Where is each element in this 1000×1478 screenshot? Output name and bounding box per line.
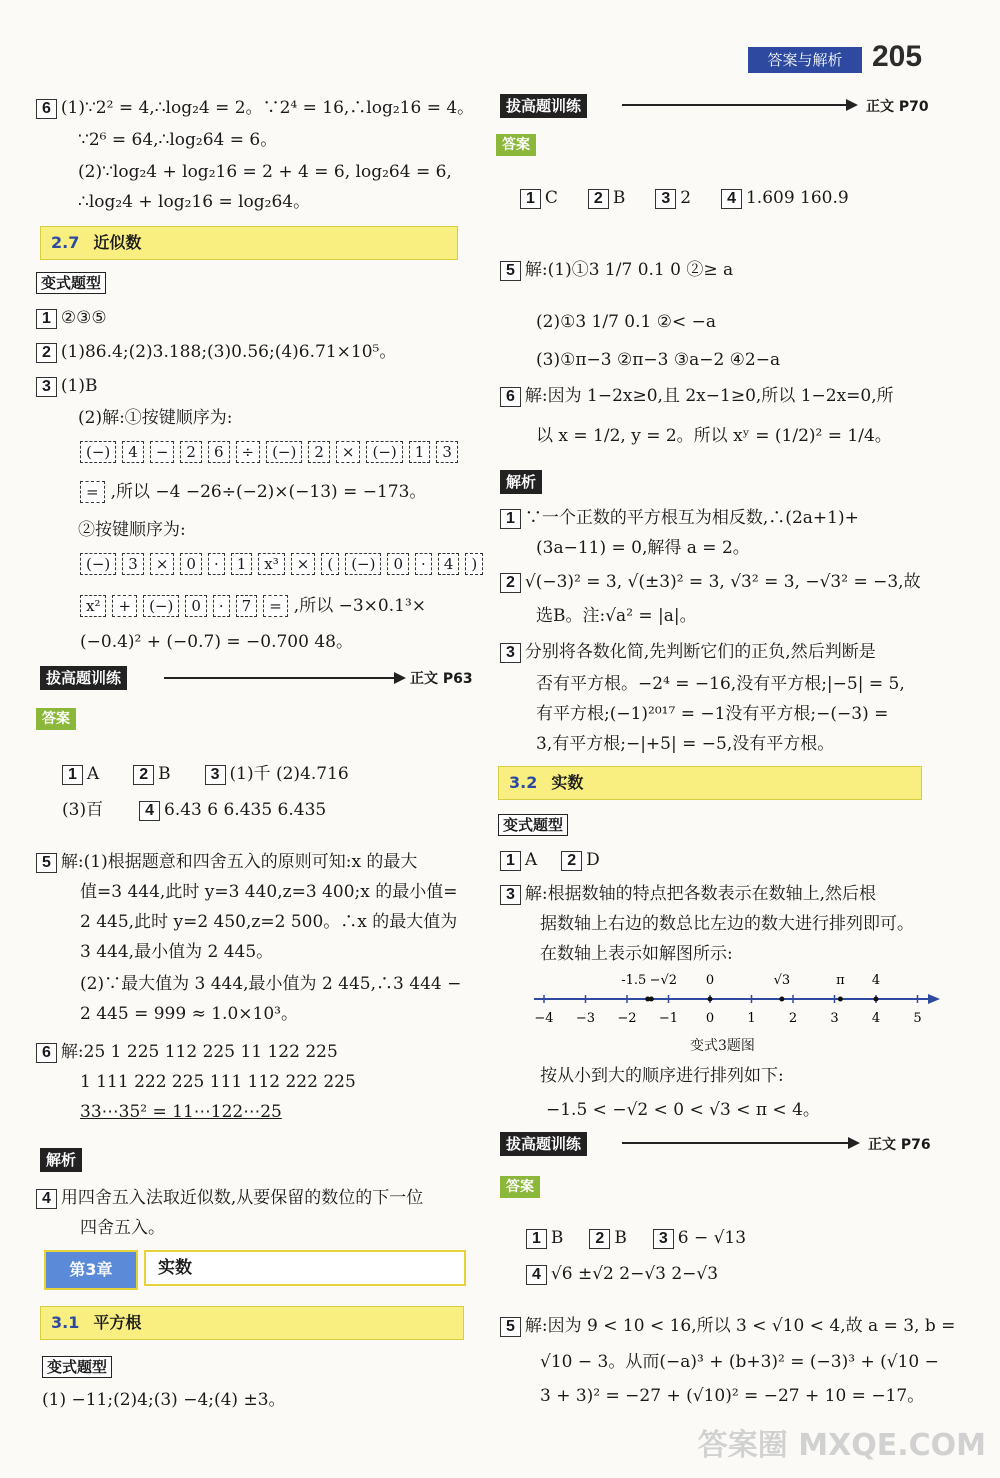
q-num: 1: [500, 851, 521, 871]
section-title: 实数: [551, 773, 584, 792]
ans-4: 6.43 6 6.435 6.435: [164, 800, 327, 820]
q-num: 2: [500, 573, 521, 593]
a2: (1)86.4;(2)3.188;(3)0.56;(4)6.71×10⁵。: [60, 342, 397, 362]
axis-tick-label: 2: [788, 1011, 798, 1026]
a3-3: ②按键顺序为:: [78, 520, 186, 540]
key: 0: [180, 553, 202, 575]
q6b-l3: 33⋯35² = 11⋯122⋯25: [80, 1102, 282, 1122]
q-num: 1: [520, 189, 541, 209]
q-num: 5: [500, 1317, 521, 1337]
q6-line4: ∴log₂4 + log₂16 = log₂64。: [78, 192, 311, 212]
r2-q5-l1: 解:因为 9 < 10 < 16,所以 3 < √10 < 4,故 a = 3, b =: [524, 1316, 956, 1336]
axis-point: [708, 997, 713, 1002]
bagao-tag-r: 拔高题训练: [500, 94, 587, 118]
axis-point-label: −√2: [649, 973, 678, 988]
q5-l2: 值=3 444,此时 y=3 440,z=3 400;x 的最小值=: [80, 882, 458, 902]
q-num: 1: [526, 1229, 547, 1249]
q-num: 2: [588, 189, 609, 209]
ans-1: A: [86, 764, 100, 784]
rb3-l1: 解:根据数轴的特点把各数表示在数轴上,然后根: [524, 884, 877, 904]
ref-p76: 正文 P76: [868, 1137, 931, 1153]
arrow-line: [622, 1142, 848, 1144]
axis-tick-label: −4: [534, 1011, 554, 1026]
q-num: 4: [526, 1265, 547, 1285]
key: ): [465, 553, 483, 575]
rb-ans-2: D: [586, 850, 600, 870]
key-sequence-2: [80, 552, 489, 576]
key: −: [150, 441, 175, 463]
r-q5-l1: 解:(1)①3 1/7 0.1 0 ②≥ a: [524, 260, 734, 280]
section-number: 3.1: [51, 1313, 80, 1332]
rb3-l2: 据数轴上右边的数总比左边的数大进行排列即可。: [540, 914, 914, 934]
key: (−): [266, 441, 302, 463]
rj3-l3: 有平方根;(−1)²⁰¹⁷ = −1没有平方根;−(−3) =: [536, 704, 889, 724]
bianshi-tag-2: 变式题型: [42, 1356, 112, 1378]
r2-q5-l3: 3 + 3)² = −27 + (√10)² = −27 + 10 = −17。: [540, 1386, 925, 1406]
axis-tick-label: −2: [617, 1011, 637, 1026]
daan-tag-r: 答案: [496, 134, 536, 156]
section-3-1: [40, 1306, 464, 1340]
key: +: [112, 595, 137, 617]
axis-point-label: -1.5: [621, 973, 647, 988]
key: 7: [236, 595, 258, 617]
key: 3: [122, 553, 144, 575]
r-q6-l1: 解:因为 1−2x≥0,且 2x−1≥0,所以 1−2x=0,所: [524, 386, 894, 406]
chapter-badge: 第3章: [44, 1250, 138, 1290]
rj3-l2: 否有平方根。−2⁴ = −16,没有平方根;|−5| = 5,: [536, 674, 905, 694]
axis-tick-label: 3: [830, 1011, 839, 1026]
q-num: 1: [36, 309, 57, 329]
key: (−): [366, 441, 402, 463]
q5-l3: 2 445,此时 y=2 450,z=2 500。∴x 的最大值为: [80, 912, 458, 932]
axis-point-label: √3: [773, 973, 791, 988]
q5-l6: 2 445 = 999 ≈ 1.0×10³。: [80, 1004, 298, 1024]
rj1-l2: (3a−11) = 0,解得 a = 2。: [536, 538, 750, 558]
r-q5-l2: (2)①3 1/7 0.1 ②< −a: [536, 312, 717, 332]
chapter-title: 实数: [144, 1250, 466, 1286]
key: 1: [409, 441, 431, 463]
q-num: 6: [36, 99, 57, 119]
key: 3: [436, 441, 458, 463]
key: ·: [415, 553, 432, 575]
r-q5-l3: (3)①π−3 ②π−3 ③a−2 ④2−a: [536, 350, 781, 370]
key: (−): [80, 441, 116, 463]
key: (−): [345, 553, 381, 575]
key: ·: [208, 553, 225, 575]
watermark: 答案圈 MXQE.COM: [697, 1428, 986, 1463]
r-q6-l2: 以 x = 1/2, y = 2。所以 xʸ = (1/2)² = 1/4。: [536, 426, 892, 446]
key: 4: [122, 441, 144, 463]
rj2-l1: √(−3)² = 3, √(±3)² = 3, √3² = 3, −√3² = −3,故: [524, 572, 921, 592]
rj2-l2: 选B。注:√a² = |a|。: [536, 606, 697, 626]
axis-point: [779, 997, 784, 1002]
page-number: 205: [872, 40, 923, 73]
arrow-head-icon: [394, 672, 406, 684]
r2-q5-l2: √10 − 3。从而(−a)³ + (b+3)² = (−3)³ + (√10 −: [540, 1352, 939, 1372]
rj3-l4: 3,有平方根;−|+5| = −5,没有平方根。: [536, 734, 835, 754]
q-num: 3: [205, 765, 226, 785]
daan-tag: 答案: [36, 708, 76, 730]
q-num: 3: [500, 885, 521, 905]
key: 0: [387, 553, 409, 575]
q-num: 2: [133, 765, 154, 785]
r2-ans-4: √6 ±√2 2−√3 2−√3: [550, 1264, 719, 1284]
key-sequence-1: [80, 440, 464, 464]
bianshi-tag-r: 变式题型: [498, 814, 568, 836]
axis-point-label: π: [836, 973, 845, 988]
axis-tick-label: 0: [705, 1011, 715, 1026]
axis-point: [874, 997, 879, 1002]
q-num: 3: [36, 377, 57, 397]
rj3-l1: 分别将各数化简,先判断它们的正负,然后判断是: [524, 642, 876, 662]
number-line: [520, 966, 940, 1030]
axis-point-label: 4: [871, 973, 881, 988]
ref-p70: 正文 P70: [866, 99, 929, 115]
keys2-result: ,所以 −3×0.1³×: [293, 596, 427, 616]
key: 0: [185, 595, 207, 617]
key: (−): [80, 553, 116, 575]
q-num: 1: [62, 765, 83, 785]
q6b-l2: 1 111 222 225 111 112 222 225: [80, 1072, 356, 1092]
q6b-l1: 解:25 1 225 112 225 11 122 225: [60, 1042, 338, 1062]
q-num: 6: [500, 387, 521, 407]
q5-l5: (2)∵最大值为 3 444,最小值为 2 445,∴3 444 −: [80, 974, 462, 994]
section-number: 2.7: [51, 233, 80, 252]
rb3-l3: 在数轴上表示如解图所示:: [540, 944, 733, 964]
daan-tag-r2: 答案: [500, 1176, 540, 1198]
a1: ②③⑤: [60, 308, 107, 328]
rb-ans-1: A: [524, 850, 538, 870]
q-num: 4: [36, 1189, 57, 1209]
q-num: 6: [36, 1043, 57, 1063]
key: 2: [180, 441, 202, 463]
q-num: 3: [653, 1229, 674, 1249]
q6-line1: (1)∵2² = 4,∴log₂4 = 2。∵2⁴ = 16,∴log₂16 = 4。: [60, 98, 475, 118]
rj1-l1: ∵一个正数的平方根互为相反数,∴(2a+1)+: [524, 508, 859, 528]
q-num: 3: [500, 643, 521, 663]
axis-caption: 变式3题图: [690, 1038, 755, 1054]
key: 4: [438, 553, 460, 575]
ans-3-3: (3)百: [62, 800, 104, 820]
axis-point: [649, 997, 654, 1002]
key: 1: [231, 553, 253, 575]
q5-l4: 3 444,最小值为 2 445。: [80, 942, 274, 962]
q-num: 2: [36, 343, 57, 363]
q-num: 2: [561, 851, 582, 871]
a3-2: (2)解:①按键顺序为:: [78, 408, 233, 428]
axis-tick-label: −3: [575, 1011, 596, 1026]
key: ÷: [236, 441, 261, 463]
last-answer: (1) −11;(2)4;(3) −4;(4) ±3。: [42, 1390, 286, 1410]
r-ans-2: B: [612, 188, 626, 208]
arrow-line: [622, 104, 846, 106]
order-intro: 按从小到大的顺序进行排列如下:: [540, 1066, 784, 1086]
key: ×: [291, 553, 316, 575]
jiexi-tag-r: 解析: [500, 470, 542, 494]
key: (−): [143, 595, 179, 617]
arrow-head-icon: [846, 99, 858, 111]
arrow-line: [164, 677, 394, 679]
q-num: 2: [589, 1229, 610, 1249]
q-num: 4: [721, 189, 742, 209]
jiexi-tag: 解析: [40, 1148, 82, 1172]
section-title: 平方根: [93, 1313, 142, 1332]
q5-l1: 解:(1)根据题意和四舍五入的原则可知:x 的最大: [60, 852, 418, 872]
r-ans-3: 2: [680, 188, 692, 208]
q-num: 5: [36, 853, 57, 873]
key: ×: [336, 441, 361, 463]
q-num: 4: [139, 801, 160, 821]
section-3-2: [498, 766, 922, 800]
j4-l2: 四舍五入。: [80, 1218, 165, 1238]
axis-point: [838, 997, 843, 1002]
arrow-head-icon: [848, 1137, 860, 1149]
axis-point-label: 0: [705, 973, 715, 988]
keys2-result-2: (−0.4)² + (−0.7) = −0.700 48。: [80, 632, 353, 652]
bagao-tag: 拔高题训练: [40, 666, 127, 690]
key: x³: [258, 553, 284, 575]
j4-l1: 用四舍五入法取近似数,从要保留的数位的下一位: [60, 1188, 424, 1208]
key: ·: [213, 595, 230, 617]
section-2-7: [40, 226, 458, 260]
q-num: 3: [655, 189, 676, 209]
ans-3: (1)千 (2)4.716: [229, 764, 349, 784]
r-ans-1: C: [544, 188, 558, 208]
axis-tick-label: −1: [658, 1011, 679, 1026]
q6-line2: ∵2⁶ = 64,∴log₂64 = 6。: [78, 130, 278, 150]
key: 6: [208, 441, 230, 463]
axis-tick-label: 5: [913, 1011, 922, 1026]
r2-ans-1: B: [550, 1228, 564, 1248]
axis-tick-label: 4: [871, 1011, 881, 1026]
key: 2: [308, 441, 330, 463]
q6-line3: (2)∵log₂4 + log₂16 = 2 + 4 = 6, log₂64 = 6,: [78, 162, 452, 182]
section-number: 3.2: [509, 773, 538, 792]
ans-2: B: [158, 764, 171, 784]
bianshi-tag: 变式题型: [36, 272, 106, 294]
r2-ans-2: B: [614, 1228, 627, 1248]
key: =: [263, 595, 288, 617]
key: ×: [150, 553, 175, 575]
key: (: [321, 553, 339, 575]
header-tag: 答案与解析: [748, 47, 862, 73]
ref-p63: 正文 P63: [410, 671, 473, 687]
q-num: 1: [500, 509, 521, 529]
q-num: 5: [500, 261, 521, 281]
keys1-result: ,所以 −4 −26÷(−2)×(−13) = −173。: [110, 482, 427, 502]
key: x²: [80, 595, 106, 617]
key: =: [80, 481, 105, 503]
a3-1: (1)B: [60, 376, 98, 396]
r2-ans-3: 6 − √13: [677, 1228, 747, 1248]
axis-tick-label: 1: [747, 1011, 756, 1026]
r-ans-4: 1.609 160.9: [745, 188, 849, 208]
bagao-tag-r2: 拔高题训练: [500, 1132, 587, 1156]
section-title: 近似数: [93, 233, 142, 252]
order-result: −1.5 < −√2 < 0 < √3 < π < 4。: [546, 1100, 820, 1120]
